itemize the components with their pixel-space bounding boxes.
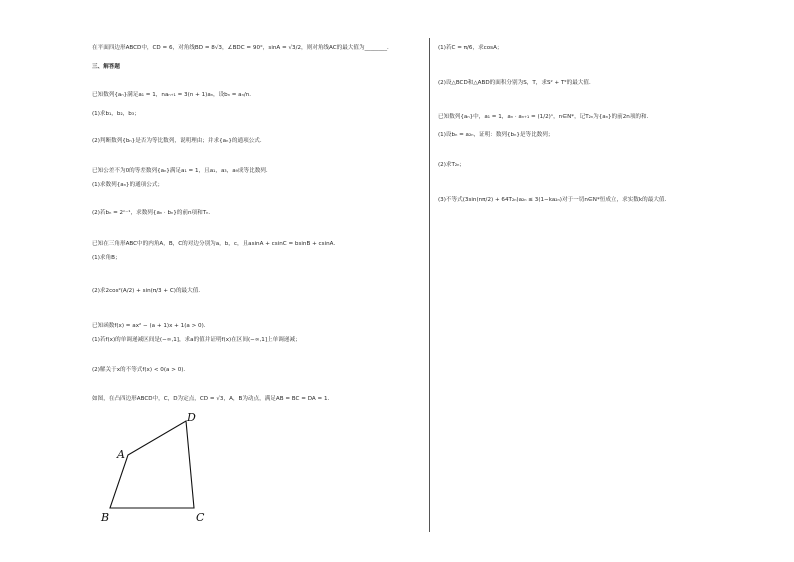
question-6-stem: 已知数列{aₙ}中，a₁ = 1，aₙ · aₙ₊₁ = (1/2)ⁿ，n∈N*，记T₂ₙ为{aₙ}的前2n项的和． [438, 114, 653, 120]
question-3-part-1: (1)求角B； [92, 255, 121, 261]
question-3-stem: 已知在三角形ABC中的内角A，B，C的对边分别为a，b，c，且asinA + csinC = bsinB + csinA． [92, 241, 340, 247]
question-2-part-1: (1)求数列{aₙ}的通项公式； [92, 182, 164, 188]
question-1-stem: 已知数列{aₙ}满足a₁ = 1，naₙ₊₁ = 3(n + 1)aₙ，设bₙ = aₙ/n． [92, 92, 255, 98]
vertex-label-c: C [196, 511, 205, 524]
quadrilateral-abcd [110, 421, 194, 508]
vertex-label-a: A [117, 448, 125, 461]
question-6-part-1: (1)设bₙ = a₂ₙ，证明：数列{bₙ}是等比数列； [438, 132, 554, 138]
question-1-part-1: (1)求b₁，b₂，b₃； [92, 111, 140, 117]
question-4-stem: 已知函数f(x) = ax² − (a + 1)x + 1(a > 0)． [92, 323, 210, 329]
vertex-label-b: B [101, 511, 110, 524]
question-6-part-3: (3)不等式(3sin(nπ/2) + 64T₂ₙ)a₂ₙ ≤ 3(1−ka₂ₙ)对于一切n∈N*恒成立，求实数k的最大值． [438, 197, 671, 203]
question-4-part-1: (1)若f(x)的单调递减区间是(−∞,1]，求a的值并证明f(x)在区间(−∞,1]上单调递减； [92, 337, 301, 343]
question-2-stem: 已知公差不为0的等差数列{aₙ}满足a₁ = 1，且a₁，a₃，a₉成等比数列． [92, 168, 272, 174]
question-5-part-1: (1)若C = π/6，求cosA； [438, 45, 503, 51]
column-divider [429, 38, 430, 532]
question-5-part-2: (2)设△BCD和△ABD的面积分别为S，T，求S² + T²的最大值． [438, 80, 595, 86]
vertex-label-d: D [187, 411, 196, 424]
quadrilateral-figure [98, 408, 218, 524]
question-6-part-2: (2)求T₂ₙ； [438, 162, 465, 168]
section-heading: 三、解答题 [92, 64, 120, 70]
question-4-part-2: (2)解关于x的不等式f(x) < 0(a > 0)． [92, 367, 190, 373]
question-fill-blank: 在平面四边形ABCD中，CD = 6，对角线BD = 8√3，∠BDC = 90°，sinA = √3/2，则对角线AC的最大值为________． [92, 45, 393, 51]
question-2-part-2: (2)若bₙ = 2ⁿ⁻¹，求数列{aₙ · bₙ}的前n项和Tₙ． [92, 210, 214, 216]
question-3-part-2: (2)求2cos²(A/2) + sin(π/3 + C)的最大值． [92, 288, 204, 294]
question-1-part-2: (2)判断数列{bₙ}是否为等比数列，说明理由；并求{aₙ}的通项公式． [92, 138, 266, 144]
question-5-stem: 如图，在凸四边形ABCD中，C，D为定点，CD = √3，A，B为动点，满足AB = BC = DA = 1． [92, 396, 334, 402]
